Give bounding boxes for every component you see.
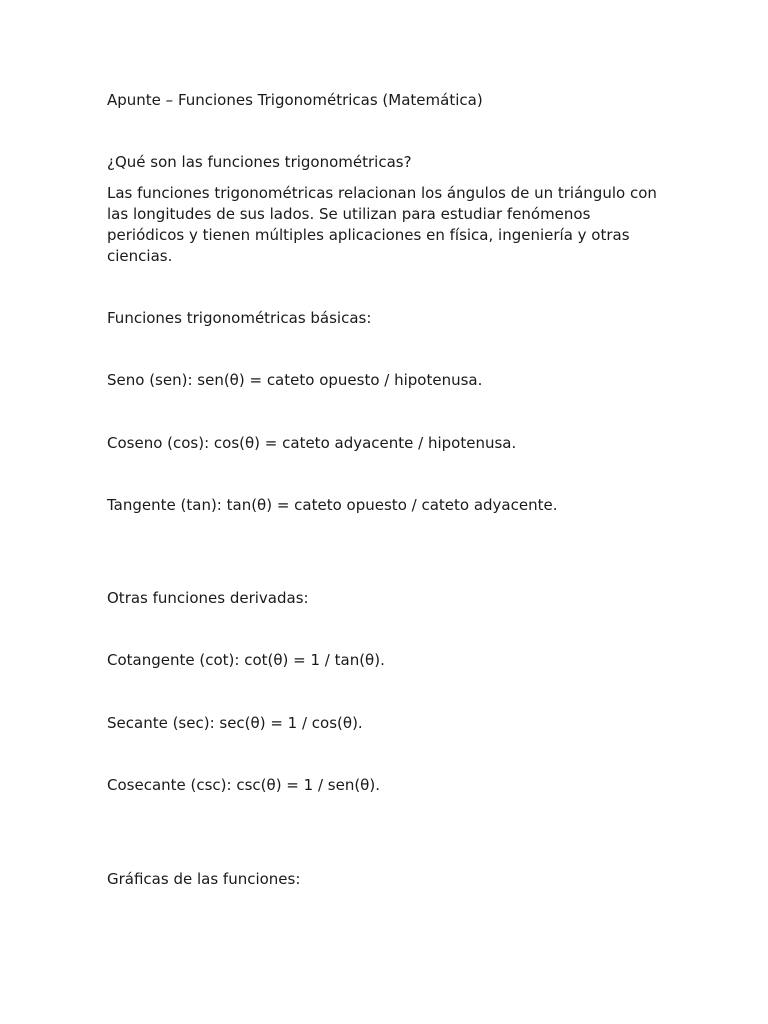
derived-function-cosecant: Cosecante (csc): csc(θ) = 1 / sen(θ).: [107, 776, 380, 794]
intro-paragraph: Las funciones trigonométricas relacionan los ángulos de un triángulo con las longitudes de sus lados. Se utilizan para estudiar fenómenos periódicos y tienen múltiples aplicaciones en física, ingeniería y otras ciencias.: [107, 184, 657, 265]
derived-function-cotangent: Cotangente (cot): cot(θ) = 1 / tan(θ).: [107, 651, 385, 669]
basic-function-sine: Seno (sen): sen(θ) = cateto opuesto / hipotenusa.: [107, 371, 483, 389]
basic-function-tangent: Tangente (tan): tan(θ) = cateto opuesto / cateto adyacente.: [107, 496, 558, 514]
basic-function-cosine: Coseno (cos): cos(θ) = cateto adyacente / hipotenusa.: [107, 434, 517, 452]
derived-function-secant: Secante (sec): sec(θ) = 1 / cos(θ).: [107, 714, 363, 732]
document-title: Apunte – Funciones Trigonométricas (Matemática): [107, 91, 483, 109]
basic-functions-heading: Funciones trigonométricas básicas:: [107, 309, 372, 327]
graphs-heading: Gráficas de las funciones:: [107, 870, 301, 888]
derived-functions-heading: Otras funciones derivadas:: [107, 589, 309, 607]
question-heading: ¿Qué son las funciones trigonométricas?: [107, 153, 412, 171]
